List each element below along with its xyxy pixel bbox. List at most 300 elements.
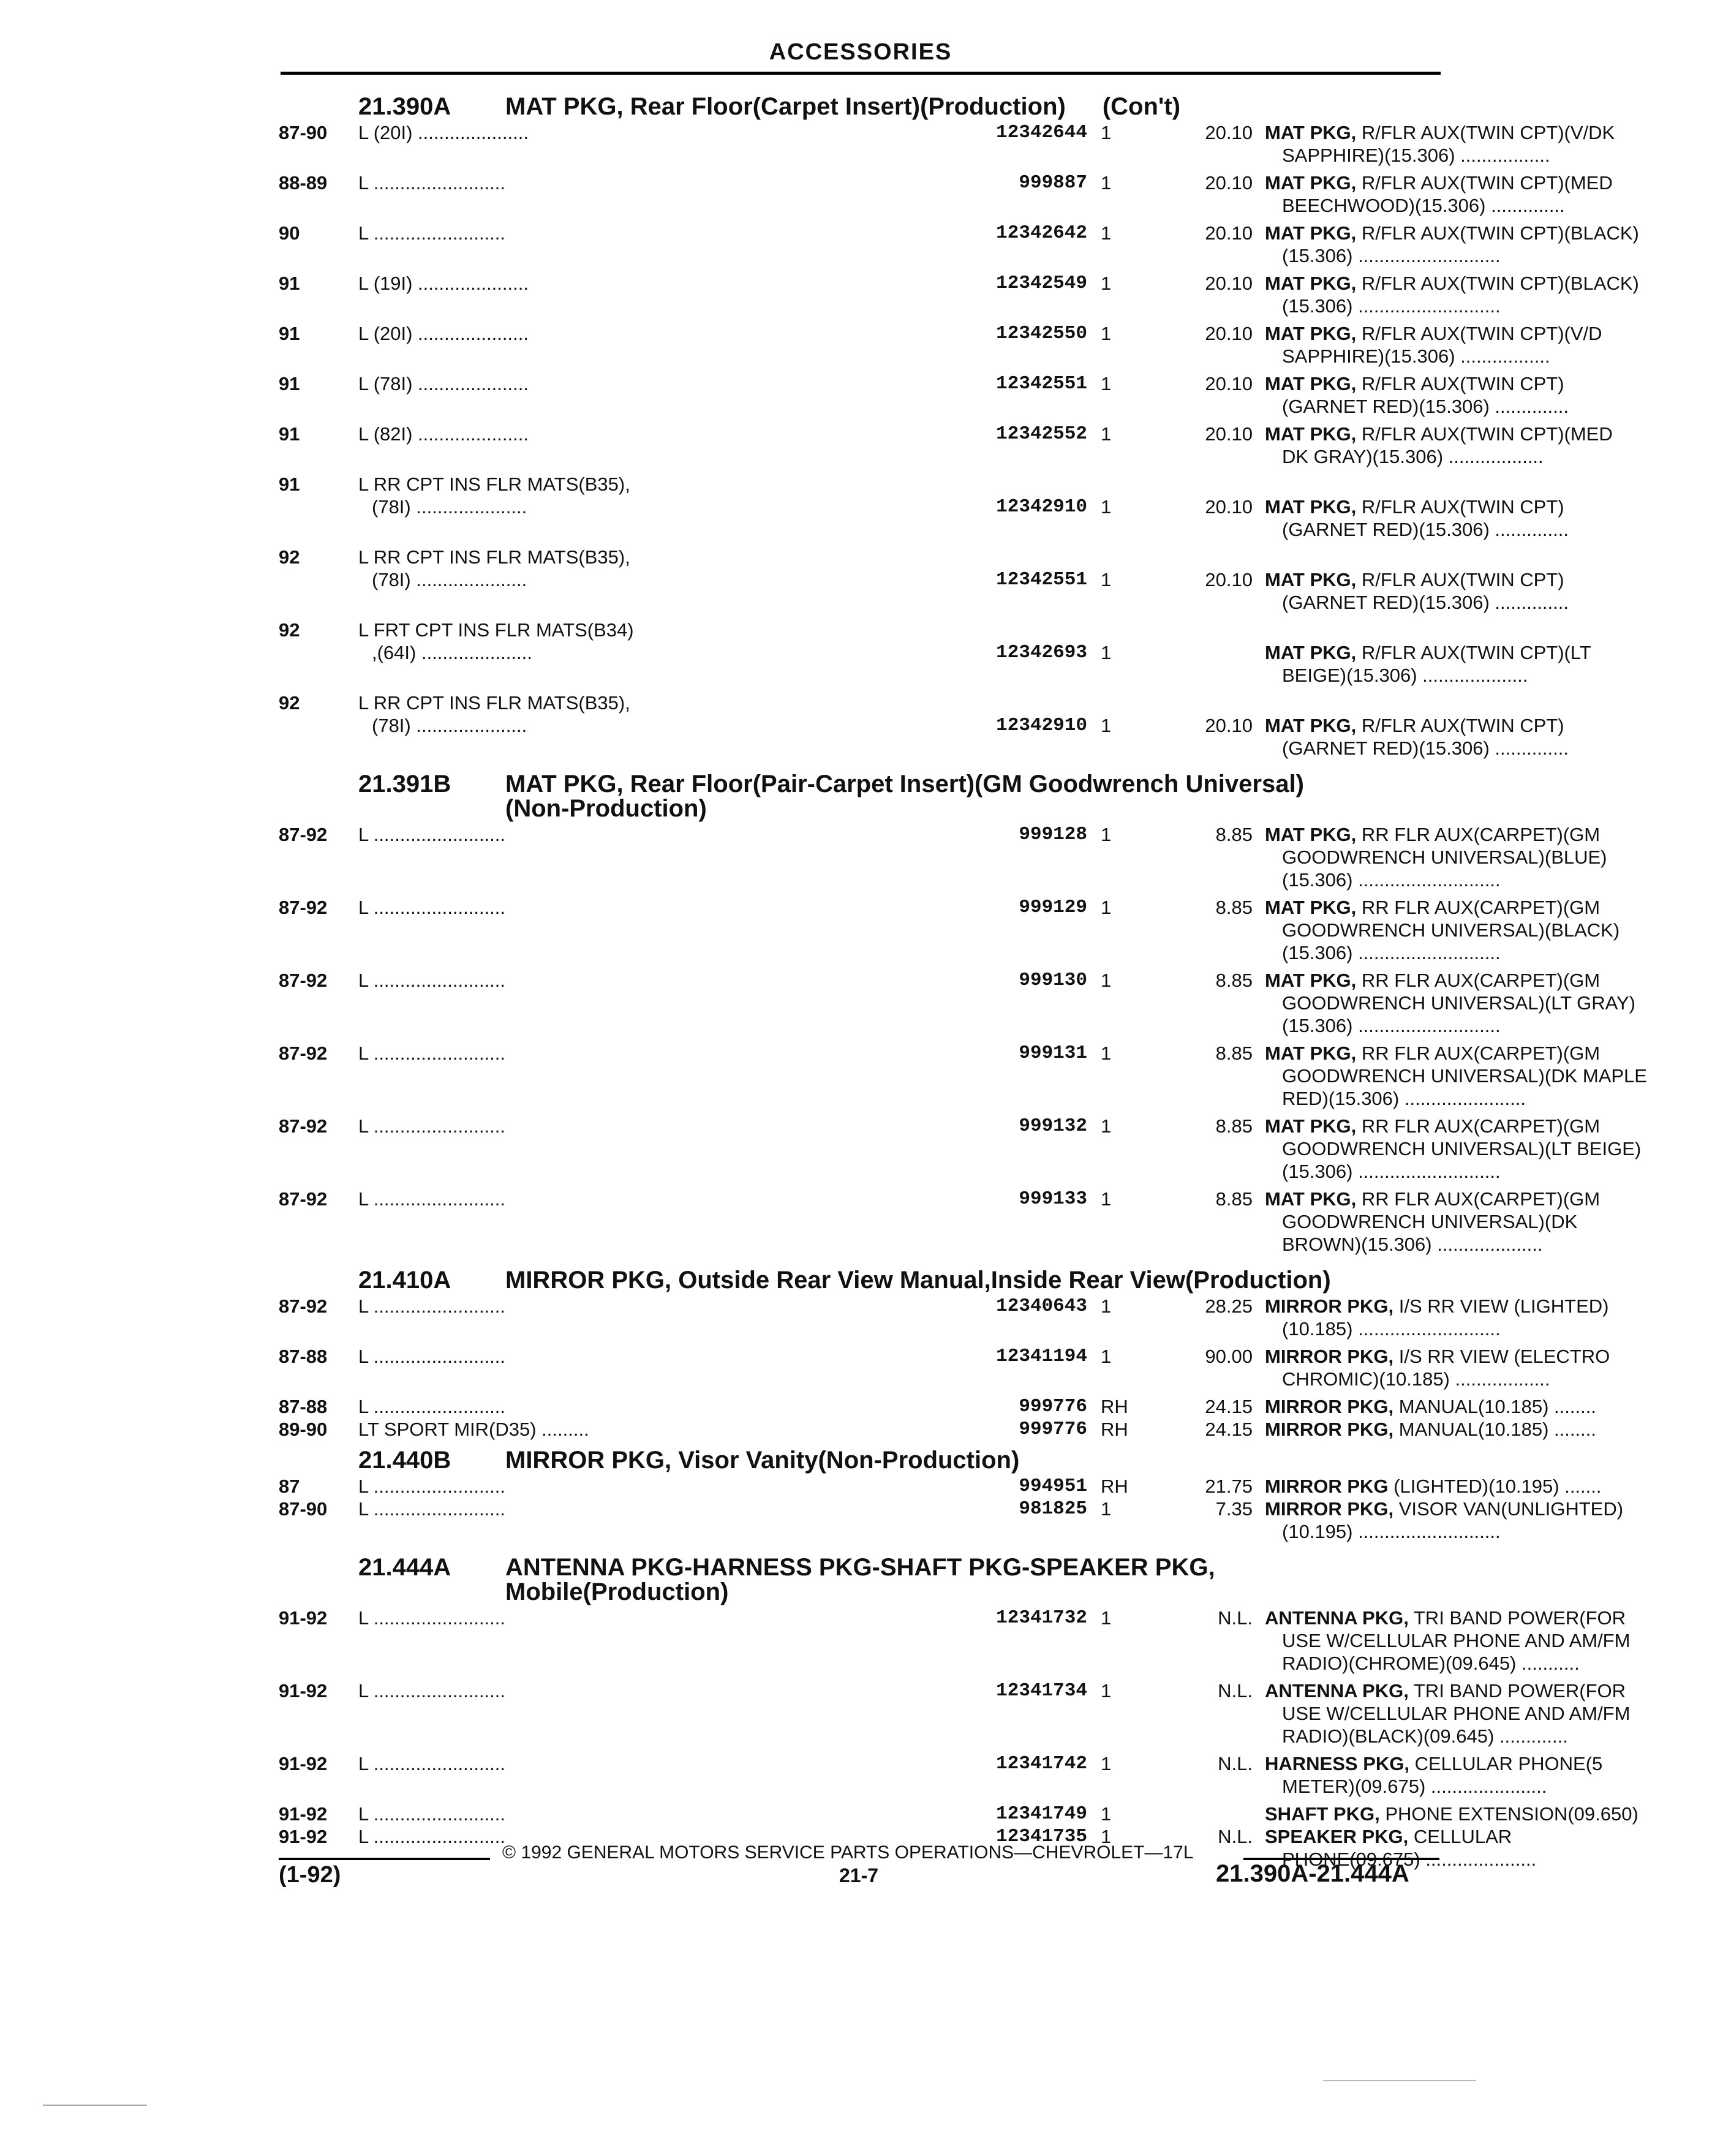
section-title-line2: (Non-Production): [505, 795, 707, 822]
model-years: 87-92: [279, 897, 328, 918]
model-years: 87: [279, 1476, 300, 1497]
quantity: 1: [1101, 897, 1112, 918]
part-number: 12341735: [996, 1826, 1087, 1847]
model-years: 91: [279, 273, 300, 294]
usage-description: [358, 322, 959, 345]
model-years: 91-92: [279, 1753, 328, 1774]
part-name-line: (10.185) ...........................: [1282, 1318, 1501, 1340]
part-name-line: [1265, 1752, 1712, 1775]
table-row: [279, 121, 1615, 172]
usage-line: LT SPORT MIR(D35) .........: [358, 1419, 589, 1440]
usage-description: [358, 1679, 959, 1702]
part-name: [1265, 969, 1712, 1037]
part-name-line: [1265, 969, 1712, 992]
part-name: [1265, 172, 1712, 217]
usage-line: L .........................: [358, 1607, 506, 1629]
model-years: 91: [279, 373, 300, 394]
part-number: 981825: [1019, 1498, 1087, 1520]
part-name-bold: MAT PKG,: [1265, 496, 1357, 518]
part-name: [1265, 1188, 1712, 1256]
price: 20.10: [1205, 172, 1253, 194]
table-row: [279, 896, 1620, 969]
part-name-line: [1265, 1475, 1712, 1498]
part-name-line: GOODWRENCH UNIVERSAL)(BLACK): [1282, 919, 1620, 941]
section-title-text: ANTENNA PKG-HARNESS PKG-SHAFT PKG-SPEAKER PKG,: [505, 1554, 1215, 1581]
part-number: 12342551: [996, 373, 1087, 394]
part-number: 12341734: [996, 1680, 1087, 1702]
table-row: [279, 1295, 1609, 1345]
model-years: 92: [279, 619, 300, 641]
model-years: 92: [279, 546, 300, 568]
price: 20.10: [1205, 373, 1253, 394]
model-years: 87-90: [279, 122, 328, 143]
part-name-line: [1265, 222, 1712, 244]
usage-line: L FRT CPT INS FLR MATS(B34): [358, 619, 634, 641]
part-name-line: (15.306) ...........................: [1282, 942, 1501, 963]
part-name: [1265, 1395, 1712, 1418]
part-name: [1265, 272, 1712, 317]
model-years: 87-92: [279, 1115, 328, 1137]
part-number: 12341742: [996, 1753, 1087, 1774]
section-title: [505, 94, 1442, 119]
usage-line: L (19I) .....................: [358, 273, 529, 294]
table-row: [279, 1475, 1602, 1498]
model-years: 87-88: [279, 1396, 328, 1417]
usage-description: [358, 1475, 959, 1498]
part-name-text: R/FLR AUX(TWIN CPT)(MED: [1361, 172, 1613, 194]
part-number: 12342910: [996, 715, 1087, 736]
part-name-text: R/FLR AUX(TWIN CPT): [1361, 569, 1564, 590]
model-years: 87-92: [279, 1188, 328, 1210]
part-name-line: GOODWRENCH UNIVERSAL)(LT GRAY): [1282, 992, 1635, 1014]
part-name-line: [1265, 823, 1712, 846]
part-name: [1265, 1345, 1712, 1390]
model-years: 87-92: [279, 1042, 328, 1064]
table-row: [279, 1418, 1596, 1441]
part-name-bold: ANTENNA PKG,: [1265, 1607, 1409, 1629]
price: 8.85: [1215, 970, 1253, 991]
part-number: 12342549: [996, 273, 1087, 294]
part-name-text: PHONE EXTENSION(09.650): [1385, 1803, 1638, 1825]
usage-line: L (20I) .....................: [358, 323, 529, 344]
usage-description: [358, 1042, 959, 1065]
quantity: 1: [1101, 1295, 1112, 1317]
part-name-line: RADIO)(CHROME)(09.645) ...........: [1282, 1653, 1580, 1674]
part-name-bold: MAT PKG,: [1265, 1042, 1357, 1064]
part-name-bold: MAT PKG,: [1265, 373, 1357, 394]
part-name-line: RED)(15.306) .......................: [1282, 1088, 1526, 1109]
section-title-text: MIRROR PKG, Outside Rear View Manual,Inside Rear View(Production): [505, 1267, 1331, 1294]
table-row: [279, 546, 1569, 619]
usage-description: [358, 1115, 959, 1137]
table-row: [279, 1803, 1638, 1825]
usage-description: [358, 172, 959, 194]
part-name: [1265, 322, 1712, 368]
quantity: 1: [1101, 273, 1112, 294]
usage-description: [358, 692, 959, 737]
part-name-text: RR FLR AUX(CARPET)(GM: [1361, 824, 1601, 845]
part-number: 999132: [1019, 1115, 1087, 1137]
price: 7.35: [1215, 1498, 1253, 1520]
quantity: 1: [1101, 1803, 1112, 1825]
part-name-line: (15.306) ...........................: [1282, 1015, 1501, 1036]
part-name: [1265, 1803, 1712, 1825]
part-name-line: [1265, 641, 1712, 664]
page-header: [281, 39, 1441, 75]
part-name-text: RR FLR AUX(CARPET)(GM: [1361, 1042, 1601, 1064]
part-name-line: (15.306) ...........................: [1282, 1161, 1501, 1182]
price: 24.15: [1205, 1419, 1253, 1440]
usage-description: [358, 222, 959, 244]
part-name-line: [1265, 568, 1712, 591]
usage-description: [358, 1607, 959, 1629]
part-name-line: [1265, 1295, 1712, 1317]
table-row: [279, 619, 1591, 692]
model-years: 87-88: [279, 1346, 328, 1367]
part-name-text: RR FLR AUX(CARPET)(GM: [1361, 1188, 1601, 1210]
part-name: [1265, 1042, 1712, 1110]
part-name: [1265, 496, 1712, 541]
part-name: [1265, 222, 1712, 267]
part-name-text: TRI BAND POWER(FOR: [1413, 1607, 1626, 1629]
usage-line: L .........................: [358, 172, 506, 194]
part-name-text: (LIGHTED)(10.195) .......: [1393, 1476, 1602, 1497]
price: 8.85: [1215, 1115, 1253, 1137]
part-name-line: GOODWRENCH UNIVERSAL)(DK MAPLE: [1282, 1065, 1647, 1087]
part-name-text: VISOR VAN(UNLIGHTED): [1398, 1498, 1624, 1520]
model-years: 91: [279, 323, 300, 344]
usage-line: L .........................: [358, 1476, 506, 1497]
usage-description: [358, 1418, 959, 1441]
model-years: 91-92: [279, 1803, 328, 1825]
usage-line: ,(64I) .....................: [372, 642, 532, 663]
part-number: 12342644: [996, 122, 1087, 143]
table-row: [279, 272, 1639, 322]
quantity: 1: [1101, 496, 1112, 518]
part-name-line: (GARNET RED)(15.306) ..............: [1282, 737, 1569, 759]
usage-description: [358, 1395, 959, 1418]
usage-description: [358, 1295, 959, 1317]
usage-description: [358, 1345, 959, 1368]
part-name-line: [1265, 1418, 1712, 1441]
table-row: [279, 1395, 1596, 1418]
quantity: 1: [1101, 1607, 1112, 1629]
part-name-line: [1265, 1825, 1712, 1848]
quantity: RH: [1101, 1419, 1128, 1440]
model-years: 87-90: [279, 1498, 328, 1520]
part-number: 999887: [1019, 172, 1087, 194]
part-name: [1265, 372, 1712, 418]
section-heading: [279, 772, 1442, 821]
part-name-line: [1265, 1188, 1712, 1210]
price: 20.10: [1205, 569, 1253, 590]
part-name-text: R/FLR AUX(TWIN CPT)(V/D: [1361, 323, 1602, 344]
part-name-line: RADIO)(BLACK)(09.645) .............: [1282, 1725, 1568, 1747]
quantity: 1: [1101, 323, 1112, 344]
quantity: 1: [1101, 1753, 1112, 1774]
part-name-bold: MAT PKG,: [1265, 715, 1357, 736]
quantity: 1: [1101, 1826, 1112, 1847]
parts-listing: [279, 87, 1647, 1875]
part-name-line: (10.195) ...........................: [1282, 1521, 1501, 1542]
section-title-text: MAT PKG, Rear Floor(Carpet Insert)(Production): [505, 93, 1066, 120]
quantity: 1: [1101, 970, 1112, 991]
part-name-line: CHROMIC)(10.185) ..................: [1282, 1368, 1550, 1390]
price: 20.10: [1205, 222, 1253, 244]
part-name-line: [1265, 1345, 1712, 1368]
price: 20.10: [1205, 273, 1253, 294]
section-title-text: MIRROR PKG, Visor Vanity(Non-Production): [505, 1447, 1020, 1474]
part-name: [1265, 1115, 1712, 1183]
part-name-text: I/S RR VIEW (LIGHTED): [1398, 1295, 1609, 1317]
part-name-line: [1265, 1115, 1712, 1137]
table-row: [279, 1115, 1642, 1188]
quantity: 1: [1101, 1346, 1112, 1367]
section-code: 21.444A: [358, 1554, 451, 1581]
model-years: 87-92: [279, 970, 328, 991]
quantity: 1: [1101, 172, 1112, 194]
part-name-line: [1265, 496, 1712, 518]
usage-description: [358, 272, 959, 295]
quantity: 1: [1101, 1680, 1112, 1702]
section-heading: [279, 1268, 1442, 1292]
usage-line: L (78I) .....................: [358, 373, 529, 394]
page-number: 21-7: [839, 1864, 879, 1887]
usage-line: L .........................: [358, 897, 506, 918]
part-name-bold: MIRROR PKG,: [1265, 1346, 1394, 1367]
table-row: [279, 1679, 1631, 1752]
section-title: [505, 1268, 1442, 1292]
part-name-line: BEIGE)(15.306) ....................: [1282, 665, 1528, 686]
part-name-line: PHONE(09.675) .....................: [1282, 1849, 1537, 1870]
model-years: 87-92: [279, 824, 328, 845]
part-name-bold: MAT PKG,: [1265, 323, 1357, 344]
section-code: 21.410A: [358, 1267, 451, 1294]
usage-line: L .........................: [358, 222, 506, 244]
part-name-text: I/S RR VIEW (ELECTRO: [1398, 1346, 1610, 1367]
price: 8.85: [1215, 897, 1253, 918]
part-name-line: [1265, 172, 1712, 194]
part-name-line: SAPPHIRE)(15.306) .................: [1282, 345, 1550, 367]
section-title: [505, 772, 1442, 821]
part-name-bold: MAT PKG,: [1265, 970, 1357, 991]
quantity: RH: [1101, 1396, 1128, 1417]
price: 8.85: [1215, 1188, 1253, 1210]
model-years: 89-90: [279, 1419, 328, 1440]
part-name-text: R/FLR AUX(TWIN CPT)(BLACK): [1361, 273, 1639, 294]
header-rule: [281, 72, 1441, 75]
part-name-text: R/FLR AUX(TWIN CPT)(LT: [1361, 642, 1591, 663]
price: N.L.: [1218, 1826, 1253, 1847]
part-name-line: (GARNET RED)(15.306) ..............: [1282, 519, 1569, 540]
part-name-bold: MAT PKG,: [1265, 1188, 1357, 1210]
usage-line: L RR CPT INS FLR MATS(B35),: [358, 692, 630, 714]
part-name-line: (15.306) ...........................: [1282, 245, 1501, 266]
part-number: 999776: [1019, 1419, 1087, 1440]
table-row: [279, 1498, 1624, 1548]
scan-artifact: [1323, 2080, 1476, 2081]
part-name-bold: MAT PKG,: [1265, 273, 1357, 294]
part-number: 12341749: [996, 1803, 1087, 1825]
usage-line: L (82I) .....................: [358, 423, 529, 445]
usage-description: [358, 1803, 959, 1825]
table-row: [279, 222, 1639, 272]
part-name-text: R/FLR AUX(TWIN CPT)(MED: [1361, 423, 1613, 445]
quantity: 1: [1101, 1115, 1112, 1137]
section-code: 21.440B: [358, 1447, 451, 1474]
part-name-line: (GARNET RED)(15.306) ..............: [1282, 592, 1569, 613]
section-heading: [279, 1555, 1442, 1604]
model-years: 91-92: [279, 1607, 328, 1629]
section-range: 21.390A-21.444A: [1216, 1860, 1409, 1887]
quantity: 1: [1101, 569, 1112, 590]
section-title-text: MAT PKG, Rear Floor(Pair-Carpet Insert)(GM Goodwrench Universal): [505, 771, 1304, 797]
part-name-line: BROWN)(15.306) ....................: [1282, 1234, 1543, 1255]
part-name-text: R/FLR AUX(TWIN CPT): [1361, 373, 1564, 394]
part-name-line: METER)(09.675) ......................: [1282, 1776, 1547, 1797]
part-name: [1265, 1295, 1712, 1340]
table-row: [279, 423, 1613, 473]
part-number: 12342693: [996, 642, 1087, 663]
usage-line: L .........................: [358, 1753, 506, 1774]
part-name-line: USE W/CELLULAR PHONE AND AM/FM: [1282, 1630, 1631, 1651]
model-years: 88-89: [279, 172, 328, 194]
part-name-bold: MAT PKG,: [1265, 222, 1357, 244]
usage-line: L (20I) .....................: [358, 122, 529, 143]
part-name-line: [1265, 272, 1712, 295]
part-name: [1265, 121, 1712, 167]
part-name-bold: HARNESS PKG,: [1265, 1753, 1409, 1774]
model-years: 91: [279, 423, 300, 445]
part-name-text: R/FLR AUX(TWIN CPT): [1361, 715, 1564, 736]
table-row: [279, 692, 1569, 764]
usage-line: L .........................: [358, 1346, 506, 1367]
part-name-bold: MAT PKG,: [1265, 569, 1357, 590]
part-name-text: MANUAL(10.185) ........: [1398, 1419, 1596, 1440]
usage-line: L RR CPT INS FLR MATS(B35),: [358, 473, 630, 495]
page-title: ACCESSORIES: [769, 39, 952, 65]
part-number: 999131: [1019, 1042, 1087, 1064]
part-name: [1265, 714, 1712, 760]
part-number: 994951: [1019, 1476, 1087, 1497]
usage-line: L .........................: [358, 1826, 506, 1847]
part-name-line: [1265, 372, 1712, 395]
part-name-line: USE W/CELLULAR PHONE AND AM/FM: [1282, 1703, 1631, 1724]
quantity: 1: [1101, 122, 1112, 143]
part-name-bold: MIRROR PKG: [1265, 1476, 1389, 1497]
part-name: [1265, 1418, 1712, 1441]
price: 8.85: [1215, 1042, 1253, 1064]
usage-line: L .........................: [358, 1396, 506, 1417]
part-name-bold: SHAFT PKG,: [1265, 1803, 1380, 1825]
part-name-bold: MAT PKG,: [1265, 824, 1357, 845]
part-name-bold: MAT PKG,: [1265, 897, 1357, 918]
part-name-line: [1265, 121, 1712, 144]
quantity: 1: [1101, 373, 1112, 394]
usage-description: [358, 546, 959, 591]
part-number: 999129: [1019, 897, 1087, 918]
part-name-bold: MIRROR PKG,: [1265, 1396, 1394, 1417]
quantity: RH: [1101, 1476, 1128, 1497]
usage-line: L .........................: [358, 1680, 506, 1702]
part-name-text: R/FLR AUX(TWIN CPT)(BLACK): [1361, 222, 1639, 244]
usage-line: (78I) .....................: [372, 569, 527, 590]
part-name-bold: MAT PKG,: [1265, 423, 1357, 445]
section-code: 21.390A: [358, 93, 451, 120]
part-number: 12342551: [996, 569, 1087, 590]
part-name-bold: SPEAKER PKG,: [1265, 1826, 1409, 1847]
part-name-line: [1265, 322, 1712, 345]
part-name-text: MANUAL(10.185) ........: [1398, 1396, 1596, 1417]
usage-line: L .........................: [358, 1498, 506, 1520]
section-title: [505, 1448, 1442, 1472]
part-name: [1265, 1498, 1712, 1543]
usage-line: (78I) .....................: [372, 496, 527, 518]
part-name-line: DK GRAY)(15.306) ..................: [1282, 446, 1544, 467]
price: 28.25: [1205, 1295, 1253, 1317]
part-number: 12342552: [996, 423, 1087, 445]
part-number: 12341194: [996, 1346, 1087, 1367]
usage-line: L .........................: [358, 1803, 506, 1825]
part-name-line: GOODWRENCH UNIVERSAL)(LT BEIGE): [1282, 1138, 1642, 1159]
part-number: 12340643: [996, 1295, 1087, 1317]
part-name-text: CELLULAR PHONE(5: [1414, 1753, 1603, 1774]
table-row: [279, 1188, 1601, 1261]
table-row: [279, 969, 1635, 1042]
usage-line: L .........................: [358, 824, 506, 845]
table-row: [279, 1607, 1631, 1679]
quantity: 1: [1101, 1188, 1112, 1210]
usage-line: L .........................: [358, 1042, 506, 1064]
price: 20.10: [1205, 323, 1253, 344]
usage-description: [358, 1498, 959, 1520]
part-name-line: [1265, 1607, 1712, 1629]
section-heading: [279, 1448, 1442, 1472]
usage-description: [358, 372, 959, 395]
price: 20.10: [1205, 122, 1253, 143]
table-row: [279, 823, 1607, 896]
part-number: 999128: [1019, 824, 1087, 845]
part-name: [1265, 1679, 1712, 1747]
copyright-notice: © 1992 GENERAL MOTORS SERVICE PARTS OPERATIONS—CHEVROLET—17L: [502, 1842, 1194, 1863]
part-name-text: R/FLR AUX(TWIN CPT)(V/DK: [1361, 122, 1615, 143]
part-name-text: TRI BAND POWER(FOR: [1413, 1680, 1626, 1702]
part-name: [1265, 896, 1712, 964]
part-name: [1265, 568, 1712, 614]
usage-description: [358, 121, 959, 144]
revision-date: (1-92): [279, 1862, 341, 1888]
section-code: 21.391B: [358, 771, 451, 797]
part-name-line: BEECHWOOD)(15.306) ..............: [1282, 195, 1565, 216]
table-row: [279, 172, 1613, 222]
part-name-line: [1265, 1395, 1712, 1418]
quantity: 1: [1101, 1042, 1112, 1064]
scan-artifact: [43, 2105, 147, 2106]
continued-label: (Con't): [1102, 93, 1181, 120]
usage-line: L RR CPT INS FLR MATS(B35),: [358, 546, 630, 568]
part-name-line: GOODWRENCH UNIVERSAL)(BLUE): [1282, 846, 1607, 868]
model-years: 91-92: [279, 1826, 328, 1847]
part-name-bold: MIRROR PKG,: [1265, 1498, 1394, 1520]
part-name-bold: MAT PKG,: [1265, 172, 1357, 194]
part-name: [1265, 1752, 1712, 1798]
footer-rule-left: [279, 1858, 490, 1860]
usage-line: L .........................: [358, 1295, 506, 1317]
table-row: [279, 372, 1569, 423]
table-row: [279, 1042, 1647, 1115]
part-number: 12341732: [996, 1607, 1087, 1629]
usage-description: [358, 823, 959, 846]
